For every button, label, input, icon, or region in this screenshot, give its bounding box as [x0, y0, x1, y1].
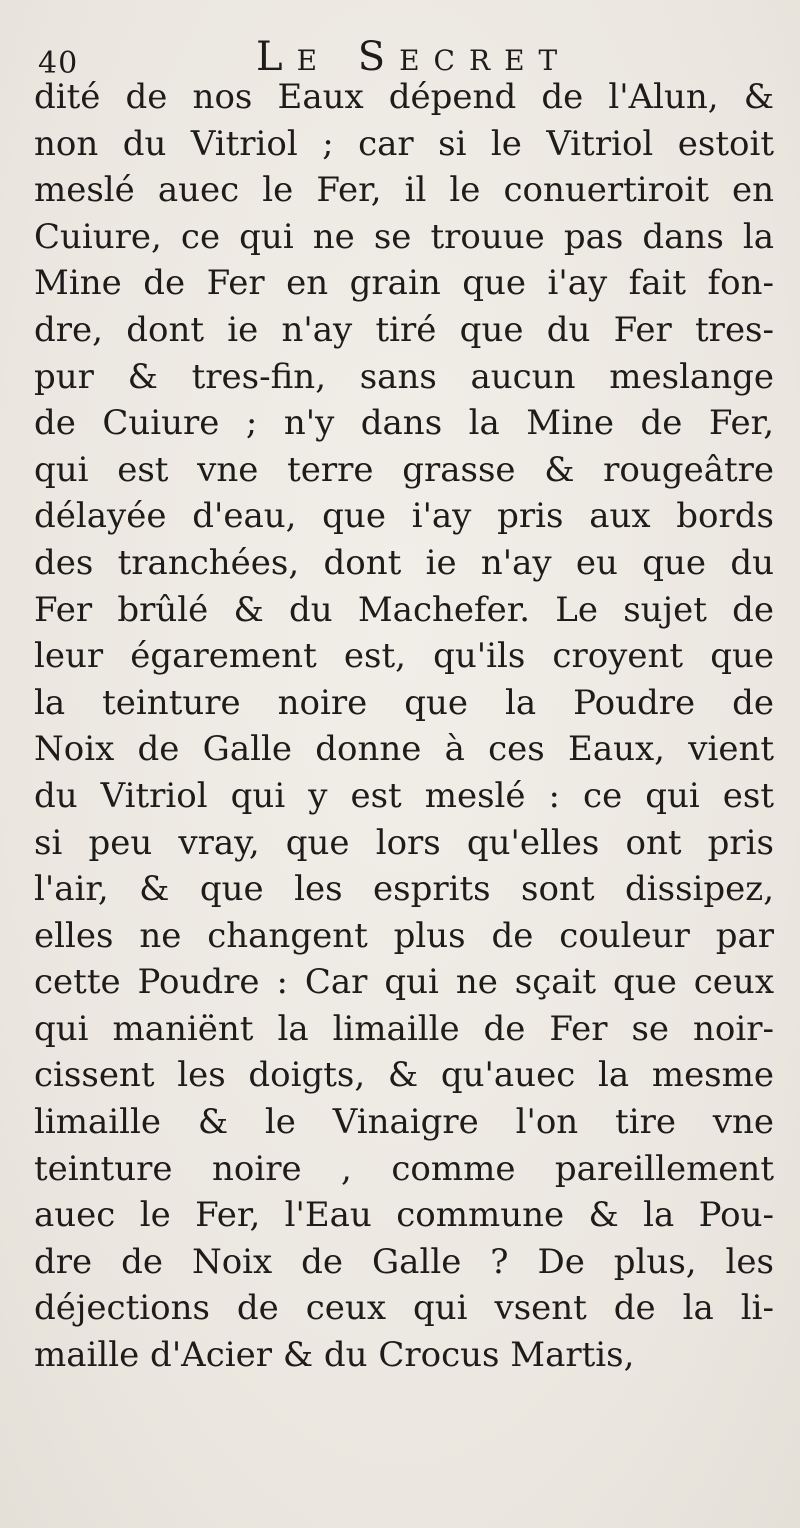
text-line: Fer brûlé & du Machefer. Le sujet de: [34, 589, 774, 630]
page-number: 40: [38, 46, 79, 81]
text-line: dre de Noix de Galle ? De plus, les: [34, 1241, 774, 1282]
text-line: Noix de Galle donne à ces Eaux, vient: [34, 729, 774, 770]
text-line: cette Poudre : Car qui ne sçait que ceux: [34, 962, 774, 1003]
text-line: cissent les doigts, & qu'auec la mesme: [34, 1055, 774, 1096]
text-line: meslé auec le Fer, il le conuertiroit en: [34, 170, 774, 211]
text-line: l'air, & que les esprits sont dissipez,: [34, 869, 774, 910]
text-line: teinture noire , comme pareillement: [34, 1148, 774, 1189]
text-line: dité de nos Eaux dépend de l'Alun, &: [34, 77, 774, 117]
text-line: elles ne changent plus de couleur par: [34, 915, 774, 956]
text-line: du Vitriol qui y est meslé : ce qui est: [34, 775, 774, 816]
text-line: qui maniënt la limaille de Fer se noir-: [34, 1008, 774, 1049]
text-line: de Cuiure ; n'y dans la Mine de Fer,: [34, 403, 774, 444]
text-line: Cuiure, ce qui ne se trouue pas dans la: [34, 216, 774, 257]
text-line: auec le Fer, l'Eau commune & la Pou-: [34, 1195, 774, 1236]
text-line: maille d'Acier & du Crocus Martis,: [34, 1335, 635, 1376]
text-line: déjections de ceux qui vsent de la li-: [34, 1288, 774, 1329]
text-line: Mine de Fer en grain que i'ay fait fon-: [34, 263, 774, 304]
running-title: Le Secret: [256, 34, 572, 80]
text-line: la teinture noire que la Poudre de: [34, 682, 774, 723]
text-line: limaille & le Vinaigre l'on tire vne: [34, 1102, 774, 1143]
text-line: qui est vne terre grasse & rougeâtre: [34, 449, 774, 490]
text-line: délayée d'eau, que i'ay pris aux bords: [34, 496, 774, 537]
text-line: pur & tres-fin, sans aucun meslange: [34, 356, 774, 397]
text-line: dre, dont ie n'ay tiré que du Fer tres-: [34, 309, 774, 350]
text-line: si peu vray, que lors qu'elles ont pris: [34, 822, 774, 863]
text-line: des tranchées, dont ie n'ay eu que du: [34, 542, 774, 583]
text-line: non du Vitriol ; car si le Vitriol estoit: [34, 123, 774, 164]
body-text: [34, 74, 774, 1379]
text-line: leur égarement est, qu'ils croyent que: [34, 636, 774, 677]
